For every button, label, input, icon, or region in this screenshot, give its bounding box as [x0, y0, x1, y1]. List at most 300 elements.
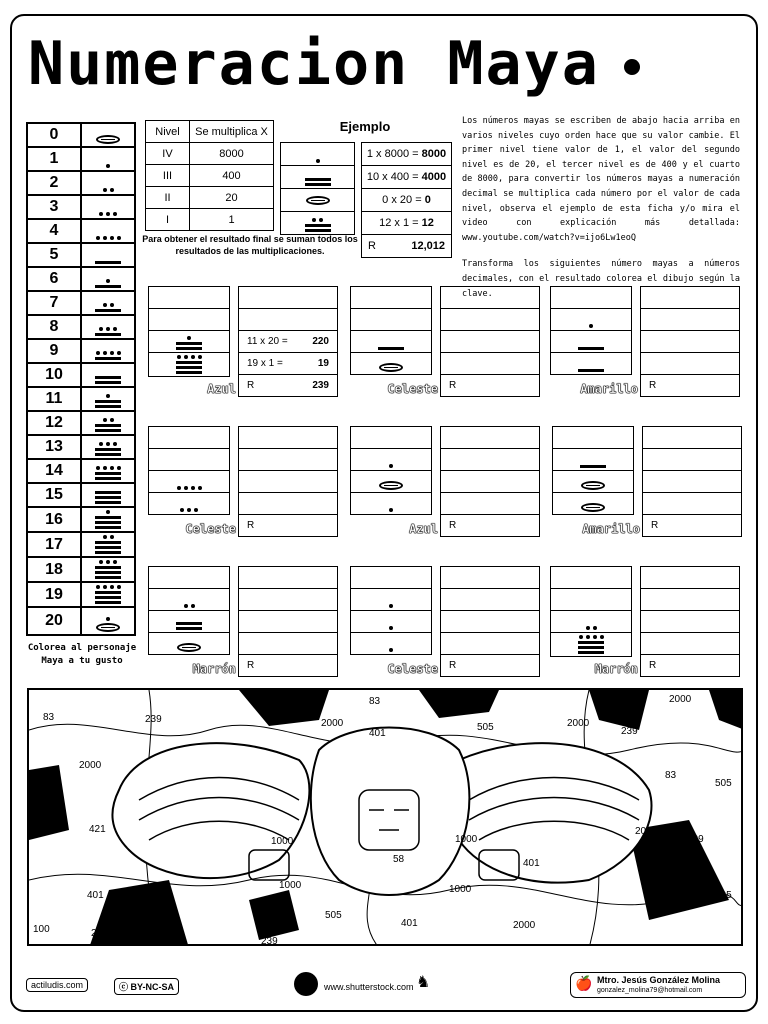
numeral-value: 12: [27, 411, 81, 435]
dots-glyph: [389, 626, 393, 630]
instructions: [462, 114, 740, 301]
exercise-glyph-table: [350, 566, 432, 655]
exercise-answer-table: [640, 566, 740, 677]
exercise-glyph-cell: [149, 589, 230, 611]
numeral-glyph-cell: [81, 607, 135, 635]
level-cell: I: [146, 209, 190, 231]
exercise-glyph-cell: [149, 331, 230, 353]
numeral-glyph-cell: [81, 315, 135, 339]
numeral-value: 9: [27, 339, 81, 363]
numeral-glyph-cell: [81, 195, 135, 219]
bar-glyph: [95, 477, 121, 480]
picture-number-label: 58: [393, 854, 405, 865]
bar-glyph: [580, 465, 606, 468]
numeral-glyph-cell: [81, 387, 135, 411]
license-badge[interactable]: [114, 978, 179, 995]
numeral-glyph-cell: [81, 363, 135, 387]
answer-cell[interactable]: [239, 589, 338, 611]
numeral-glyph-cell: [81, 243, 135, 267]
exercise-glyph-cell: [551, 633, 632, 657]
result-cell[interactable]: R: [441, 515, 540, 537]
picture-number-label: 239: [687, 834, 704, 845]
bar-glyph: [95, 400, 121, 403]
example-glyph-cell: [281, 189, 355, 212]
numeral-glyph-cell: [81, 435, 135, 459]
answer-cell[interactable]: [441, 567, 540, 589]
answer-cell[interactable]: [441, 471, 540, 493]
numeral-row: [27, 435, 135, 459]
bar-glyph: [95, 596, 121, 599]
numeral-value: 14: [27, 459, 81, 483]
answer-cell[interactable]: 19 x 1 = 19: [239, 353, 338, 375]
answer-cell[interactable]: [441, 331, 540, 353]
answer-cell[interactable]: [641, 353, 740, 375]
exercise-color-label: Marrón: [192, 662, 236, 676]
answer-cell[interactable]: [239, 611, 338, 633]
exercise-glyph-cell: [149, 633, 230, 655]
dots-glyph: [96, 466, 121, 470]
exercise-glyph-cell: [553, 493, 634, 515]
dots-glyph: [579, 635, 604, 639]
dots-glyph: [177, 486, 202, 490]
result-cell[interactable]: R: [641, 375, 740, 397]
numeral-value: 13: [27, 435, 81, 459]
title-text: Numeracion Maya: [28, 29, 600, 99]
bar-glyph: [578, 646, 604, 649]
picture-number-label: 83: [665, 770, 677, 781]
numeral-value: 16: [27, 507, 81, 532]
bar-glyph: [95, 285, 121, 288]
shell-zero-glyph: [96, 135, 120, 144]
level-cell: II: [146, 187, 190, 209]
answer-cell[interactable]: 11 x 20 = 220: [239, 331, 338, 353]
shell-zero-glyph: [96, 623, 120, 632]
shell-zero-glyph: [581, 481, 605, 490]
dots-glyph: [389, 648, 393, 652]
bar-glyph: [95, 566, 121, 569]
bar-glyph: [95, 546, 121, 549]
exercise-glyph-cell: [149, 287, 230, 309]
mult-cell: 400: [190, 165, 274, 187]
bar-glyph: [95, 333, 121, 336]
numeral-glyph-cell: [81, 582, 135, 607]
bar-glyph: [95, 521, 121, 524]
picture-number-label: 1000: [455, 834, 478, 845]
dots-glyph: [103, 188, 114, 192]
dots-glyph: [589, 324, 593, 328]
answer-cell[interactable]: [641, 611, 740, 633]
exercise-glyph-table: [550, 566, 632, 657]
mult-cell: 20: [190, 187, 274, 209]
picture-number-label: 2000: [669, 694, 692, 705]
sum-note: Para obtener el resultado final se suman todos los resultados de las multiplicaciones.: [142, 234, 358, 256]
colorea-note: Colorea al personaje Maya a tu gusto: [27, 643, 137, 666]
numeral-value: 5: [27, 243, 81, 267]
numeral-glyph-cell: [81, 557, 135, 582]
numeral-row: [27, 459, 135, 483]
answer-cell[interactable]: [641, 309, 740, 331]
exercise-glyph-cell: [551, 611, 632, 633]
dots-glyph: [389, 604, 393, 608]
shell-zero-glyph: [177, 643, 201, 652]
numeral-row: [27, 147, 135, 171]
dots-glyph: [99, 442, 117, 446]
answer-cell[interactable]: [239, 633, 338, 655]
numeral-value: 15: [27, 483, 81, 507]
answer-cell[interactable]: [641, 331, 740, 353]
exercise-answer-table: [440, 426, 540, 537]
exercise-glyph-cell: [351, 589, 432, 611]
exercise-glyph-cell: [351, 449, 432, 471]
picture-number-label: 401: [87, 890, 104, 901]
numeral-value: 0: [27, 123, 81, 147]
bar-glyph: [95, 551, 121, 554]
picture-number-label: 505: [715, 890, 732, 901]
numeral-row: [27, 339, 135, 363]
answer-cell[interactable]: [441, 309, 540, 331]
bar-glyph: [578, 347, 604, 350]
numeral-glyph-cell: [81, 459, 135, 483]
exercise-glyph-cell: [351, 567, 432, 589]
example-glyph-cell: [281, 212, 355, 235]
exercise-answer-table: [640, 286, 740, 397]
shell-zero-glyph: [379, 481, 403, 490]
exercise-glyph-cell: [551, 287, 632, 309]
exercise-color-label: Celeste: [387, 662, 438, 676]
exercise-glyph-cell: [149, 611, 230, 633]
picture-number-label: 401: [523, 858, 540, 869]
exercise-glyph-table: [148, 566, 230, 655]
dots-glyph: [99, 212, 117, 216]
answer-cell[interactable]: [239, 471, 338, 493]
bar-glyph: [95, 601, 121, 604]
result-cell[interactable]: R: [239, 655, 338, 677]
numeral-value: 7: [27, 291, 81, 315]
exercise-color-label: Marrón: [594, 662, 638, 676]
exercise-glyph-cell: [553, 449, 634, 471]
answer-cell[interactable]: [643, 471, 742, 493]
numeral-glyph-cell: [81, 291, 135, 315]
exercise-glyph-table: [550, 286, 632, 375]
author-email[interactable]: gonzalez_molina79@hotmail.com: [597, 987, 703, 994]
answer-cell[interactable]: [641, 567, 740, 589]
picture-number-label: 83: [369, 696, 381, 707]
level-cell: IV: [146, 143, 190, 165]
numeral-value: 10: [27, 363, 81, 387]
mult-cell: 1: [190, 209, 274, 231]
exercise-glyph-cell: [351, 331, 432, 353]
numeral-glyph-cell: [81, 507, 135, 532]
bar-glyph: [95, 501, 121, 504]
footer-site-badge[interactable]: [26, 978, 88, 992]
dots-glyph: [106, 510, 110, 514]
exercise-glyph-cell: [149, 567, 230, 589]
shell-zero-glyph: [581, 503, 605, 512]
bar-glyph: [176, 361, 202, 364]
answer-cell[interactable]: [441, 589, 540, 611]
numeral-row: [27, 483, 135, 507]
numeral-value: 6: [27, 267, 81, 291]
picture-number-label: 401: [369, 728, 386, 739]
numeral-row: [27, 219, 135, 243]
example-glyph-cell: [281, 166, 355, 189]
dots-glyph: [96, 236, 121, 240]
exercise-glyph-cell: [351, 493, 432, 515]
bar-glyph: [95, 309, 121, 312]
picture-number-label: 505: [325, 910, 342, 921]
answer-cell[interactable]: [239, 287, 338, 309]
bar-glyph: [95, 448, 121, 451]
exercise-glyph-cell: [149, 427, 230, 449]
answer-cell[interactable]: [239, 567, 338, 589]
example-title: Ejemplo: [339, 119, 391, 134]
bar-glyph: [95, 526, 121, 529]
exercise-glyph-table: [350, 426, 432, 515]
dots-glyph: [96, 585, 121, 589]
example-calc-cell: 12 x 1 = 12: [362, 212, 452, 235]
picture-number-label: 1000: [271, 836, 294, 847]
bar-glyph: [95, 424, 121, 427]
levels-header-mult: Se multiplica X: [190, 121, 274, 143]
exercise-glyph-cell: [351, 309, 432, 331]
answer-cell[interactable]: [441, 353, 540, 375]
instructions-paragraph: Transforma los siguientes número mayas a números decimales, con el resultado colorea el dibujo según la clave.: [462, 259, 740, 299]
answer-cell[interactable]: [641, 589, 740, 611]
exercise-glyph-cell: [351, 471, 432, 493]
numeral-value: 20: [27, 607, 81, 635]
numeral-row: [27, 267, 135, 291]
numeral-glyph-cell: [81, 147, 135, 171]
numeral-row: [27, 363, 135, 387]
result-cell[interactable]: R: [641, 655, 740, 677]
dots-glyph: [103, 535, 114, 539]
maya-numerals-table: [26, 122, 136, 636]
exercise-glyph-table: [350, 286, 432, 375]
dots-glyph: [103, 303, 114, 307]
bar-glyph: [95, 429, 121, 432]
exercise-glyph-table: [148, 426, 230, 515]
picture-number-label: 1000: [449, 884, 472, 895]
answer-cell[interactable]: [441, 611, 540, 633]
picture-number-label: 239: [261, 936, 278, 946]
exercise-glyph-cell: [551, 567, 632, 589]
exercise-glyph-cell: [351, 427, 432, 449]
exercise-answer-table: [642, 426, 742, 537]
levels-table: [145, 120, 274, 231]
example-calc-table: [361, 142, 452, 258]
shutterstock-credit[interactable]: www.shutterstock.com: [324, 982, 414, 992]
exercise-color-label: Celeste: [185, 522, 236, 536]
license-text: BY-NC-SA: [130, 982, 175, 992]
numeral-row: [27, 557, 135, 582]
answer-cell[interactable]: [641, 633, 740, 655]
bar-glyph: [95, 496, 121, 499]
picture-number-label: 100: [157, 906, 174, 917]
exercise-glyph-cell: [351, 633, 432, 655]
result-cell[interactable]: R: [643, 515, 742, 537]
title-dot-decoration: [624, 59, 640, 75]
picture-number-label: 83: [43, 712, 55, 723]
numeral-glyph-cell: [81, 171, 135, 195]
exercise-glyph-cell: [551, 331, 632, 353]
bar-glyph: [176, 371, 202, 374]
numeral-value: 17: [27, 532, 81, 557]
dots-glyph: [103, 418, 114, 422]
numeral-row: [27, 315, 135, 339]
bar-glyph: [176, 347, 202, 350]
page-title: [28, 24, 748, 104]
dots-glyph: [99, 560, 117, 564]
bar-glyph: [176, 627, 202, 630]
answer-cell[interactable]: [239, 449, 338, 471]
exercise-answer-table: [238, 286, 338, 397]
exercise-answer-table: [238, 426, 338, 537]
numeral-row: [27, 532, 135, 557]
numeral-glyph-cell: [81, 483, 135, 507]
exercise-glyph-cell: [553, 471, 634, 493]
footer-site-text: actiludis.com: [31, 980, 84, 990]
answer-cell[interactable]: [643, 493, 742, 515]
bar-glyph: [176, 622, 202, 625]
picture-number-label: 2000: [567, 718, 590, 729]
numeral-glyph-cell: [81, 267, 135, 291]
answer-cell[interactable]: [643, 427, 742, 449]
bar-glyph: [95, 491, 121, 494]
exercise-glyph-cell: [149, 309, 230, 331]
picture-number-label: 505: [477, 722, 494, 733]
numeral-glyph-cell: [81, 339, 135, 363]
numeral-glyph-cell: [81, 123, 135, 147]
bar-glyph: [95, 576, 121, 579]
exercise-color-label: Amarillo: [580, 382, 638, 396]
exercise-glyph-cell: [551, 589, 632, 611]
bar-glyph: [378, 347, 404, 350]
dots-glyph: [389, 464, 393, 468]
goat-icon: ♞: [416, 974, 431, 991]
numeral-row: [27, 195, 135, 219]
level-cell: III: [146, 165, 190, 187]
dots-glyph: [389, 508, 393, 512]
dots-glyph: [187, 336, 191, 340]
exercise-color-label: Azul: [207, 382, 236, 396]
dots-glyph: [106, 617, 110, 621]
example-glyph-cell: [281, 143, 355, 166]
picture-number-label: 505: [715, 778, 732, 789]
answer-cell[interactable]: [239, 309, 338, 331]
picture-number-label: 2000: [91, 928, 114, 939]
exercise-glyph-cell: [351, 353, 432, 375]
numeral-row: [27, 507, 135, 532]
picture-number-label: 239: [145, 714, 162, 725]
picture-number-label: 100: [33, 924, 50, 935]
dots-glyph: [106, 394, 110, 398]
exercise-glyph-table: [148, 286, 230, 377]
answer-cell[interactable]: [441, 633, 540, 655]
numeral-value: 1: [27, 147, 81, 171]
answer-cell[interactable]: [641, 287, 740, 309]
picture-number-label: 2000: [79, 760, 102, 771]
numeral-value: 18: [27, 557, 81, 582]
exercise-glyph-cell: [351, 611, 432, 633]
exercise-glyph-cell: [351, 287, 432, 309]
answer-cell[interactable]: [441, 287, 540, 309]
maya-coloring-picture[interactable]: [27, 688, 743, 946]
answer-cell[interactable]: [441, 493, 540, 515]
numeral-glyph-cell: [81, 411, 135, 435]
answer-cell[interactable]: [239, 493, 338, 515]
bar-glyph: [95, 453, 121, 456]
author-name: Mtro. Jesús González Molina: [597, 975, 721, 985]
cc-icon: ⓒ: [119, 982, 129, 992]
answer-cell[interactable]: [441, 427, 540, 449]
bar-glyph: [578, 651, 604, 654]
dots-glyph: [180, 508, 198, 512]
shell-zero-glyph: [379, 363, 403, 372]
numeral-row: [27, 411, 135, 435]
exercise-glyph-cell: [149, 471, 230, 493]
example-calc-cell: 0 x 20 = 0: [362, 189, 452, 212]
instructions-paragraph: Los números mayas se escriben de abajo hacia arriba en varios niveles cuyo orden hace que su valor cambie. El primer nivel tiene valor de 1, el valor del segundo nivel es de 20, el tercer nivel es de 400 y el cuarto de 8000, para convertir los números mayas a numeración decimal se multiplica cada número por el valor de cada nivel, observa el ejemplo de esta ficha y/o mira el video con explicación más detallada: www.youtube.com/watch?v=ijo6Lw1eoQ: [462, 116, 740, 243]
picture-number-label: 1000: [279, 880, 302, 891]
bar-glyph: [95, 381, 121, 384]
author-badge: [570, 972, 746, 998]
apple-icon: 🍎: [575, 975, 593, 991]
bar-glyph: [578, 641, 604, 644]
numeral-glyph-cell: [81, 219, 135, 243]
dots-glyph: [106, 164, 110, 168]
bar-glyph: [95, 261, 121, 264]
numeral-row: [27, 582, 135, 607]
exercise-glyph-cell: [551, 309, 632, 331]
answer-cell[interactable]: [441, 449, 540, 471]
exercise-glyph-cell: [149, 353, 230, 377]
bar-glyph: [176, 366, 202, 369]
answer-cell[interactable]: [239, 427, 338, 449]
bar-glyph: [95, 516, 121, 519]
exercise-color-label: Azul: [409, 522, 438, 536]
dots-glyph: [177, 355, 202, 359]
dots-glyph: [106, 279, 110, 283]
dots-glyph: [184, 604, 195, 608]
shutterstock-logo-icon: [294, 972, 318, 996]
mult-cell: 8000: [190, 143, 274, 165]
dots-glyph: [586, 626, 597, 630]
result-cell[interactable]: R 239: [239, 375, 338, 397]
result-cell[interactable]: R: [441, 375, 540, 397]
numeral-value: 3: [27, 195, 81, 219]
bar-glyph: [95, 571, 121, 574]
exercise-glyph-table: [552, 426, 634, 515]
exercise-glyph-cell: [553, 427, 634, 449]
bar-glyph: [95, 405, 121, 408]
exercise-answer-table: [238, 566, 338, 677]
picture-number-label: 100: [603, 692, 620, 703]
numeral-glyph-cell: [81, 532, 135, 557]
bar-glyph: [176, 342, 202, 345]
example-calc-cell: 10 x 400 = 4000: [362, 166, 452, 189]
picture-number-label: 2000: [513, 920, 536, 931]
result-cell[interactable]: R: [239, 515, 338, 537]
picture-number-label: 2000: [321, 718, 344, 729]
levels-header-level: Nivel: [146, 121, 190, 143]
bar-glyph: [95, 472, 121, 475]
exercise-glyph-cell: [551, 353, 632, 375]
answer-cell[interactable]: [643, 449, 742, 471]
exercise-glyph-cell: [149, 449, 230, 471]
bar-glyph: [95, 541, 121, 544]
bar-glyph: [95, 591, 121, 594]
result-cell[interactable]: R: [441, 655, 540, 677]
